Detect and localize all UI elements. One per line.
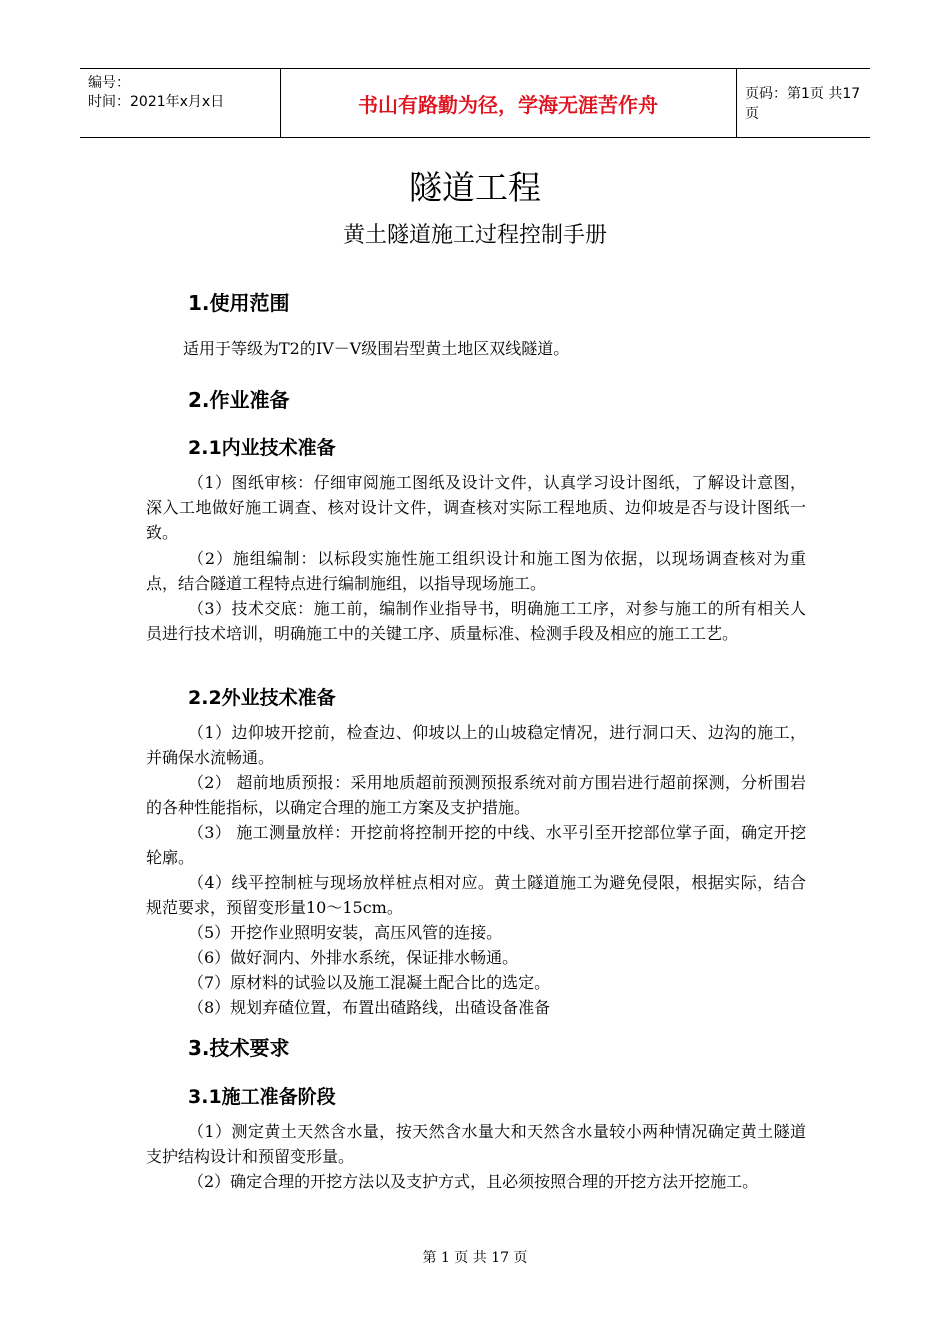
page-label: 页码：第1页 共17页 — [745, 86, 861, 122]
section-heading: 3.技术要求 — [188, 1036, 290, 1060]
paragraph: （3）技术交底：施工前，编制作业指导书，明确施工工序，对参与施工的所有相关人员进行技术培训，明确施工中的关键工序、质量标准、检测手段及相应的施工工艺。 — [146, 599, 806, 643]
paragraph: （2）施组编制：以标段实施性施工组织设计和施工图为依据，以现场调查核对为重点，结合隧道工程特点进行编制施组，以指导现场施工。 — [146, 549, 806, 593]
paragraph: （5）开挖作业照明安装，高压风管的连接。 — [188, 923, 503, 942]
document-title: 隧道工程 — [409, 168, 541, 207]
paragraph: （1）测定黄土天然含水量，按天然含水量大和天然含水量较小两种情况确定黄土隧道支护结构设计和预留变形量。 — [146, 1122, 806, 1166]
subsection-heading: 3.1施工准备阶段 — [188, 1086, 336, 1108]
header-table — [80, 68, 870, 138]
paragraph: 适用于等级为T2的IV－V级围岩型黄土地区双线隧道。 — [183, 339, 570, 358]
paragraph: （4）线平控制桩与现场放样桩点相对应。黄土隧道施工为避免侵限，根据实际，结合规范要求，预留变形量10～15cm。 — [146, 873, 806, 917]
section-heading: 2.作业准备 — [188, 388, 290, 412]
subsection-heading: 2.1内业技术准备 — [188, 437, 336, 459]
paragraph: （7）原材料的试验以及施工混凝土配合比的选定。 — [188, 973, 551, 992]
date-label: 时间：2021年x月x日 — [88, 94, 225, 110]
number-label: 编号： — [88, 75, 130, 91]
document-subtitle: 黄土隧道施工过程控制手册 — [342, 223, 607, 248]
paragraph: （8）规划弃碴位置，布置出碴路线，出碴设备准备 — [188, 998, 551, 1017]
paragraph: （3） 施工测量放样：开挖前将控制开挖的中线、水平引至开挖部位掌子面，确定开挖轮廓。 — [146, 823, 806, 867]
page-footer: 第 1 页 共 17 页 — [422, 1250, 528, 1266]
paragraph: （2） 超前地质预报：采用地质超前预测预报系统对前方围岩进行超前探测，分析围岩的各种性能指标，以确定合理的施工方案及支护措施。 — [146, 773, 806, 817]
section-heading: 1.使用范围 — [188, 291, 290, 315]
header-info-cell — [80, 69, 281, 137]
subsection-heading: 2.2外业技术准备 — [188, 687, 336, 709]
paragraph: （1）图纸审核：仔细审阅施工图纸及设计文件，认真学习设计图纸，了解设计意图，深入工地做好施工调查、核对设计文件，调查核对实际工程地质、边仰坡是否与设计图纸一致。 — [146, 473, 806, 542]
paragraph: （2）确定合理的开挖方法以及支护方式，且必须按照合理的开挖方法开挖施工。 — [188, 1172, 759, 1191]
paragraph: （6）做好洞内、外排水系统，保证排水畅通。 — [188, 948, 519, 967]
paragraph: （1）边仰坡开挖前，检查边、仰坡以上的山坡稳定情况，进行洞口天、边沟的施工，并确保水流畅通。 — [146, 723, 806, 767]
motto: 书山有路勤为径，学海无涯苦作舟 — [280, 69, 737, 137]
